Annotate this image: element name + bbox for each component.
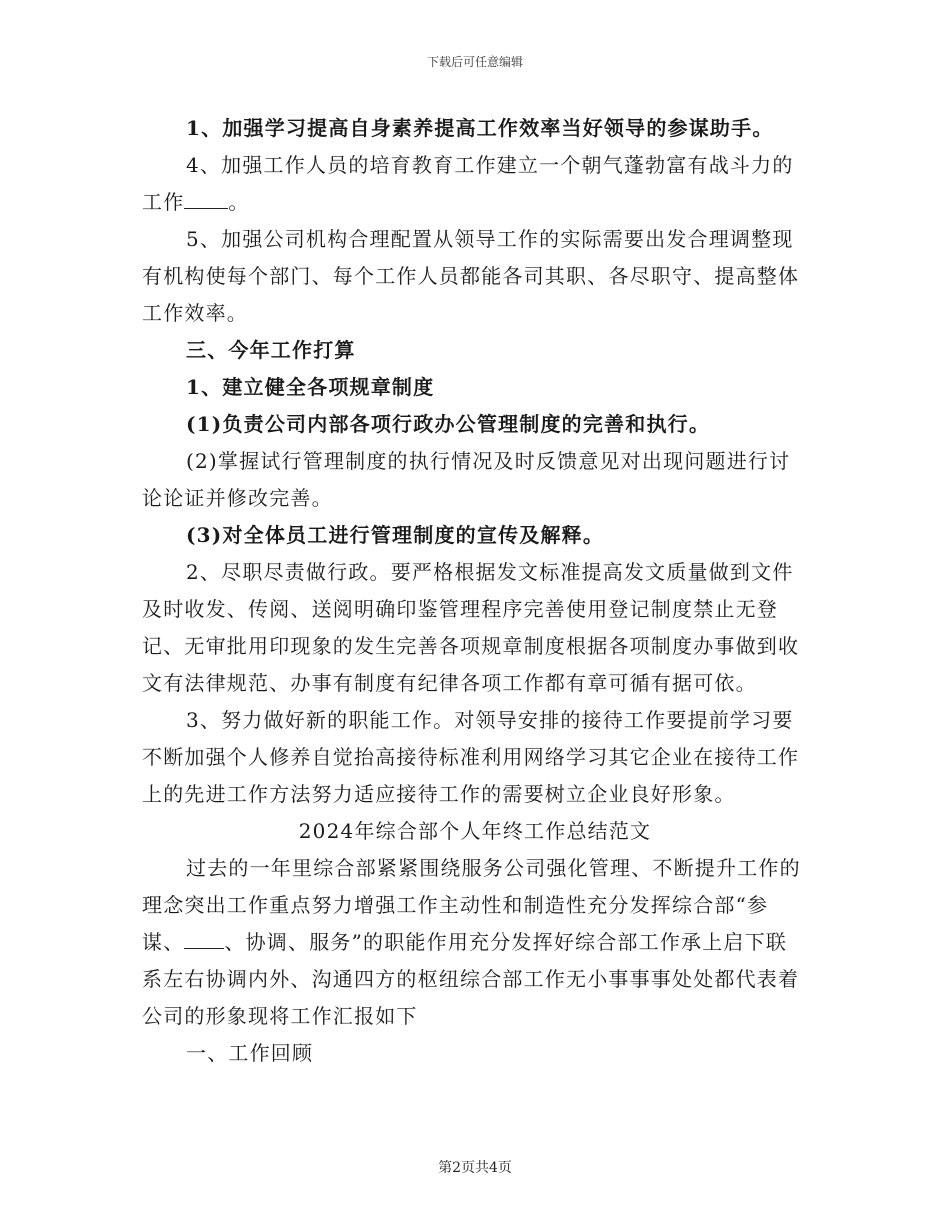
item-3: 3、努力做好新的职能工作。对领导安排的接待工作要提前学习要不断加强个人修养自觉抬高接待标准利用网络学习其它企业在接待工作上的先进工作方法努力适应接待工作的需要树立企业良好形象。 [142,708,800,806]
page-header: 下载后可任意编辑 [426,55,523,69]
page-footer: 第2页共4页 [438,1160,512,1176]
sub-item-3: (3)对全体员工进行管理制度的宣传及解释。 [186,523,605,547]
paragraph-5: 5、加强公司机构合理配置从领导工作的实际需要出发合理调整现有机构使每个部门、每个工作人员都能各司其职、各尽职守、提高整体工作效率。 [142,227,800,325]
intro-text-a: 过去的一年里综合部紧紧围绕服务公司强化管理、不断提升工作的理念突出工作重点努力增强工作主动性和制造性充分发挥综合部“参谋、 [142,856,801,954]
item-2: 2、尽职尽责做行政。要严格根据发文标准提高发文质量做到文件及时收发、传阅、送阅明确印鉴管理程序完善使用登记制度禁止无登记、无审批用印现象的发生完善各项规章制度根据各项制度办事做到收文有法律规范、办事有制度有纪律各项工作都有章可循有据可依。 [142,560,800,695]
document-body [142,110,808,1072]
document-title: 2024年综合部个人年终工作总结范文 [298,819,652,843]
intro-paragraph [142,850,808,1035]
paragraph-1: 1、加强学习提高自身素养提高工作效率当好领导的参谋助手。 [186,116,774,140]
paragraph-4 [142,147,808,221]
paragraph-4-text: 4、加强工作人员的培育教育工作建立一个朝气蓬勃富有战斗力的工作 [142,153,794,214]
fill-blank [184,186,228,209]
fill-blank-2 [184,926,224,949]
section-heading-1: 一、工作回顾 [186,1041,314,1065]
sub-item-1: (1)负责公司内部各项行政办公管理制度的完善和执行。 [186,412,711,436]
intro-text-b: 、协调、服务”的职能作用充分发挥好综合部工作承上启下联系左右协调内外、沟通四方的枢纽综合部工作无小事事事处处都代表着公司的形象现将工作汇报如下 [142,930,800,1028]
section-heading-3: 三、今年工作打算 [186,338,356,362]
sub-item-2: (2)掌握试行管理制度的执行情况及时反馈意见对出现问题进行讨论论证并修改完善。 [142,449,791,510]
item-1-heading: 1、建立健全各项规章制度 [186,375,435,399]
paragraph-4-end: 。 [228,190,250,214]
